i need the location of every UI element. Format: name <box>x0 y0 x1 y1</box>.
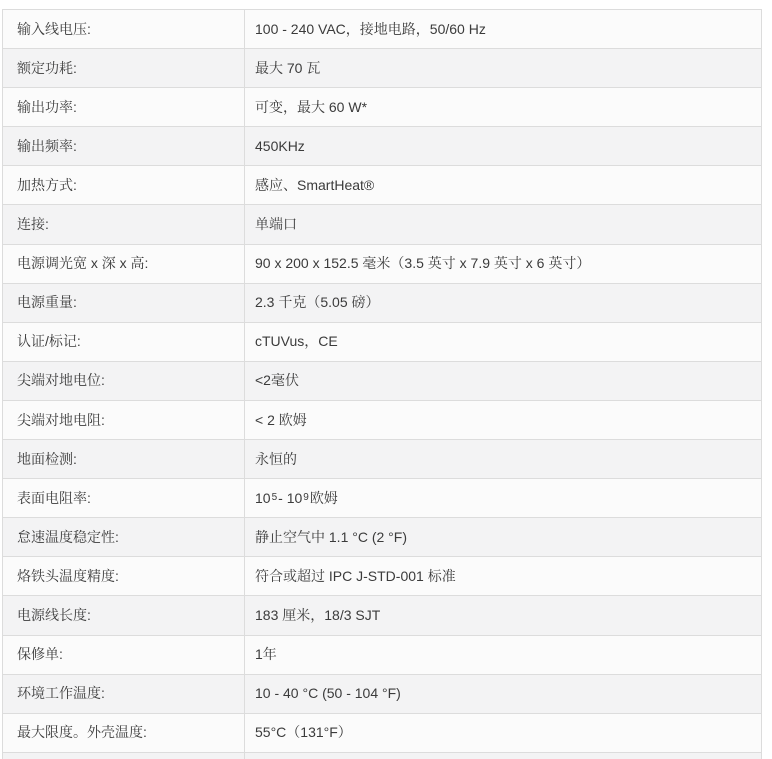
spec-value-cell: 可变，最大 60 W* <box>255 98 368 115</box>
spec-label-cell: 连接: <box>3 205 245 243</box>
spec-value-cell: 100 - 240 VAC，接地电路，50/60 Hz <box>255 20 486 37</box>
table-row <box>3 49 761 88</box>
table-row <box>3 675 761 714</box>
table-row <box>3 714 761 753</box>
spec-label-cell: 尖端对地电阻: <box>3 401 245 439</box>
table-row <box>3 88 761 127</box>
spec-value-cell: <2毫伏 <box>255 372 299 389</box>
table-row <box>3 362 761 401</box>
table-row <box>3 323 761 362</box>
spec-value-cell: 183 厘米，18/3 SJT <box>255 607 381 624</box>
spec-value-cell: 55°C（131°F） <box>255 724 352 741</box>
spec-label-cell: 输出功率: <box>3 88 245 126</box>
table-row <box>3 479 761 518</box>
spec-value-cell: 2.3 千克（5.05 磅） <box>255 294 380 311</box>
spec-label-cell: 表面电阻率: <box>3 479 245 517</box>
spec-value-cell: 静止空气中 1.1 °C (2 °F) <box>255 528 407 545</box>
spec-value-cell: 450KHz <box>255 137 305 154</box>
spec-label-cell: 保修单: <box>3 636 245 674</box>
spec-label-cell: 认证/标记: <box>3 323 245 361</box>
spec-value-cell: 90 x 200 x 152.5 毫米（3.5 英寸 x 7.9 英寸 x 6 英寸） <box>255 255 591 272</box>
table-row <box>3 518 761 557</box>
spec-label-cell: 电源重量: <box>3 284 245 322</box>
spec-value-cell: 10 5 - 10 9 欧姆 <box>255 489 338 506</box>
table-row <box>3 10 761 49</box>
spec-label-cell: 最大限度。外壳温度: <box>3 714 245 752</box>
spec-label-cell: 输入线电压: <box>3 10 245 48</box>
spec-value-cell: cTUVus，CE <box>255 333 338 350</box>
spec-label-cell: 输出频率: <box>3 127 245 165</box>
spec-value-cell: 永恒的 <box>255 450 297 467</box>
table-row <box>3 245 761 284</box>
table-row <box>3 127 761 166</box>
table-row <box>3 636 761 675</box>
spec-value-cell: 单端口 <box>255 216 297 233</box>
table-row <box>3 205 761 244</box>
spec-label-cell: 尖端对地电位: <box>3 362 245 400</box>
spec-value-cell: 感应、SmartHeat® <box>255 177 375 194</box>
spec-label-cell: 加热方式: <box>3 166 245 204</box>
table-row <box>3 166 761 205</box>
spec-label-cell: 怠速温度稳定性: <box>3 518 245 556</box>
spec-value-cell: 1年 <box>255 646 277 663</box>
spec-value-cell: 10 - 40 °C (50 - 104 °F) <box>255 685 401 702</box>
spec-label-cell: 电源线长度: <box>3 596 245 634</box>
spec-table <box>2 9 762 759</box>
table-row <box>3 440 761 479</box>
spec-value-cell: 最大 70 瓦 <box>255 59 321 76</box>
table-row <box>3 401 761 440</box>
spec-label-cell: 额定功耗: <box>3 49 245 87</box>
spec-label-cell <box>3 753 245 759</box>
spec-label-cell: 环境工作温度: <box>3 675 245 713</box>
table-row <box>3 284 761 323</box>
spec-label-cell: 地面检测: <box>3 440 245 478</box>
table-row <box>3 596 761 635</box>
table-row <box>3 557 761 596</box>
spec-label-cell: 烙铁头温度精度: <box>3 557 245 595</box>
spec-value-cell <box>245 753 761 759</box>
spec-label-cell: 电源调光宽 x 深 x 高: <box>3 245 245 283</box>
table-row-partial <box>3 753 761 759</box>
spec-value-cell: < 2 欧姆 <box>255 411 307 428</box>
spec-value-cell: 符合或超过 IPC J-STD-001 标准 <box>255 567 456 584</box>
